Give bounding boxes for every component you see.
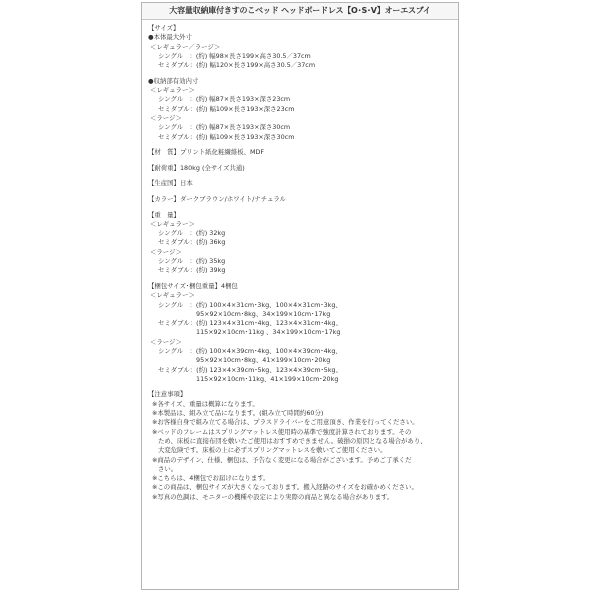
package-heading: 【梱包サイズ･梱包重量】4梱包 xyxy=(148,281,238,290)
package-large-single: シングル ：(約) 100×4×39cm･4kg、100×4×39cm･4kg、 xyxy=(158,346,342,355)
weight-regular-label: ＜レギュラー＞ xyxy=(150,219,195,228)
outer-dimensions-heading: ●本体最大外寸 xyxy=(148,33,192,42)
load-capacity-spec: 【耐荷重】180kg (全サイズ共通) xyxy=(148,163,245,172)
package-large-semidouble: セミダブル：(約) 123×4×39cm･5kg、123×4×39cm･5kg、 xyxy=(158,365,343,374)
inner-regular-single: シングル ：(約) 幅87×長さ193×深さ23cm xyxy=(158,95,291,104)
outer-size-single: シングル ：(約) 幅98×長さ199×高さ30.5／37cm xyxy=(158,51,311,60)
note-item: ※ベッドのフレームはスプリングマットレス使用時の基準で強度計算されております。その xyxy=(152,427,412,436)
note-item: ※写真の色調は、モニターの機種や設定により実際の商品と異なる場合があります。 xyxy=(152,492,394,501)
outer-size-group-label: ＜レギュラー／ラージ＞ xyxy=(150,42,221,51)
country-of-origin-spec: 【生産国】日本 xyxy=(148,179,193,188)
package-large-single-cont: 95×92×10cm･8kg、41×199×10cm･20kg xyxy=(196,356,331,365)
package-regular-single: シングル ：(約) 100×4×31cm･3kg、100×4×31cm･3kg、 xyxy=(158,300,342,309)
note-item-cont: さい。 xyxy=(158,464,178,473)
inner-dimensions-heading: ●収納部有効内寸 xyxy=(148,76,199,85)
inner-regular-semidouble: セミダブル：(約) 幅109×長さ193×深さ23cm xyxy=(158,104,295,113)
package-regular-semidouble: セミダブル：(約) 123×4×31cm･4kg、123×4×31cm･4kg、 xyxy=(158,319,343,328)
note-item-cont: ため、床板に直接布団を敷いたご使用はおすすめできません。破損の原因となる場合があり、 xyxy=(158,436,427,445)
package-regular-label: ＜レギュラー＞ xyxy=(150,291,195,300)
weight-large-semidouble: セミダブル：(約) 39kg xyxy=(158,266,226,275)
package-large-semidouble-cont: 115×92×10cm･11kg、41×199×10cm･20kg xyxy=(196,374,339,383)
note-item: ※お客様自身で組み立てる場合は、プラスドライバーをご用意頂き、作業を行ってください。 xyxy=(152,418,419,427)
outer-size-semidouble: セミダブル：(約) 幅120×長さ199×高さ30.5／37cm xyxy=(158,61,316,70)
weight-large-label: ＜ラージ＞ xyxy=(150,247,182,256)
notes-heading: 【注意事項】 xyxy=(148,390,187,399)
weight-heading: 【重 量】 xyxy=(148,210,180,219)
package-large-label: ＜ラージ＞ xyxy=(150,337,182,346)
note-item: ※本製品は、組み立て品になります。(組み立て時間約60分) xyxy=(152,409,324,418)
inner-large-single: シングル ：(約) 幅87×長さ193×深さ30cm xyxy=(158,123,291,132)
note-item: ※こちらは、4梱包でお届けになります。 xyxy=(152,474,270,483)
note-item: ※各サイズ、重量は概算になります。 xyxy=(152,399,259,408)
size-heading: 【サイズ】 xyxy=(148,24,180,32)
spec-panel xyxy=(141,2,459,590)
package-regular-single-cont: 95×92×10cm･8kg、34×199×10cm･17kg xyxy=(196,309,331,318)
inner-regular-label: ＜レギュラー＞ xyxy=(150,86,195,95)
weight-regular-semidouble: セミダブル：(約) 36kg xyxy=(158,238,226,247)
color-spec: 【カラー】ダークブラウン/ホワイト/ナチュラル xyxy=(148,194,286,203)
weight-regular-single: シングル ：(約) 32kg xyxy=(158,229,226,238)
material-spec: 【材 質】プリント紙化粧繊維板、MDF xyxy=(148,148,265,157)
inner-large-label: ＜ラージ＞ xyxy=(150,113,182,122)
note-item: ※この商品は、梱包サイズが大きくなっております。搬入経路のサイズをお確かめください。 xyxy=(152,483,418,492)
note-item: ※商品のデザイン、仕様、梱包は、予告なく変更になる場合がございます。予めご了承くだ xyxy=(152,455,412,464)
spec-content xyxy=(142,20,458,502)
inner-large-semidouble: セミダブル：(約) 幅109×長さ193×深さ30cm xyxy=(158,132,295,141)
weight-large-single: シングル ：(約) 35kg xyxy=(158,257,226,266)
package-regular-semidouble-cont: 115×92×10cm･11kg 、34×199×10cm･17kg xyxy=(196,328,341,337)
panel-title: 大容量収納庫付きすのこベッド ヘッドボードレス【O･S･V】オーエスブイ xyxy=(142,3,458,20)
note-item-cont: 大変危険です。床板の上に必ずスプリングマットレスを敷いてご使用ください。 xyxy=(158,446,387,455)
